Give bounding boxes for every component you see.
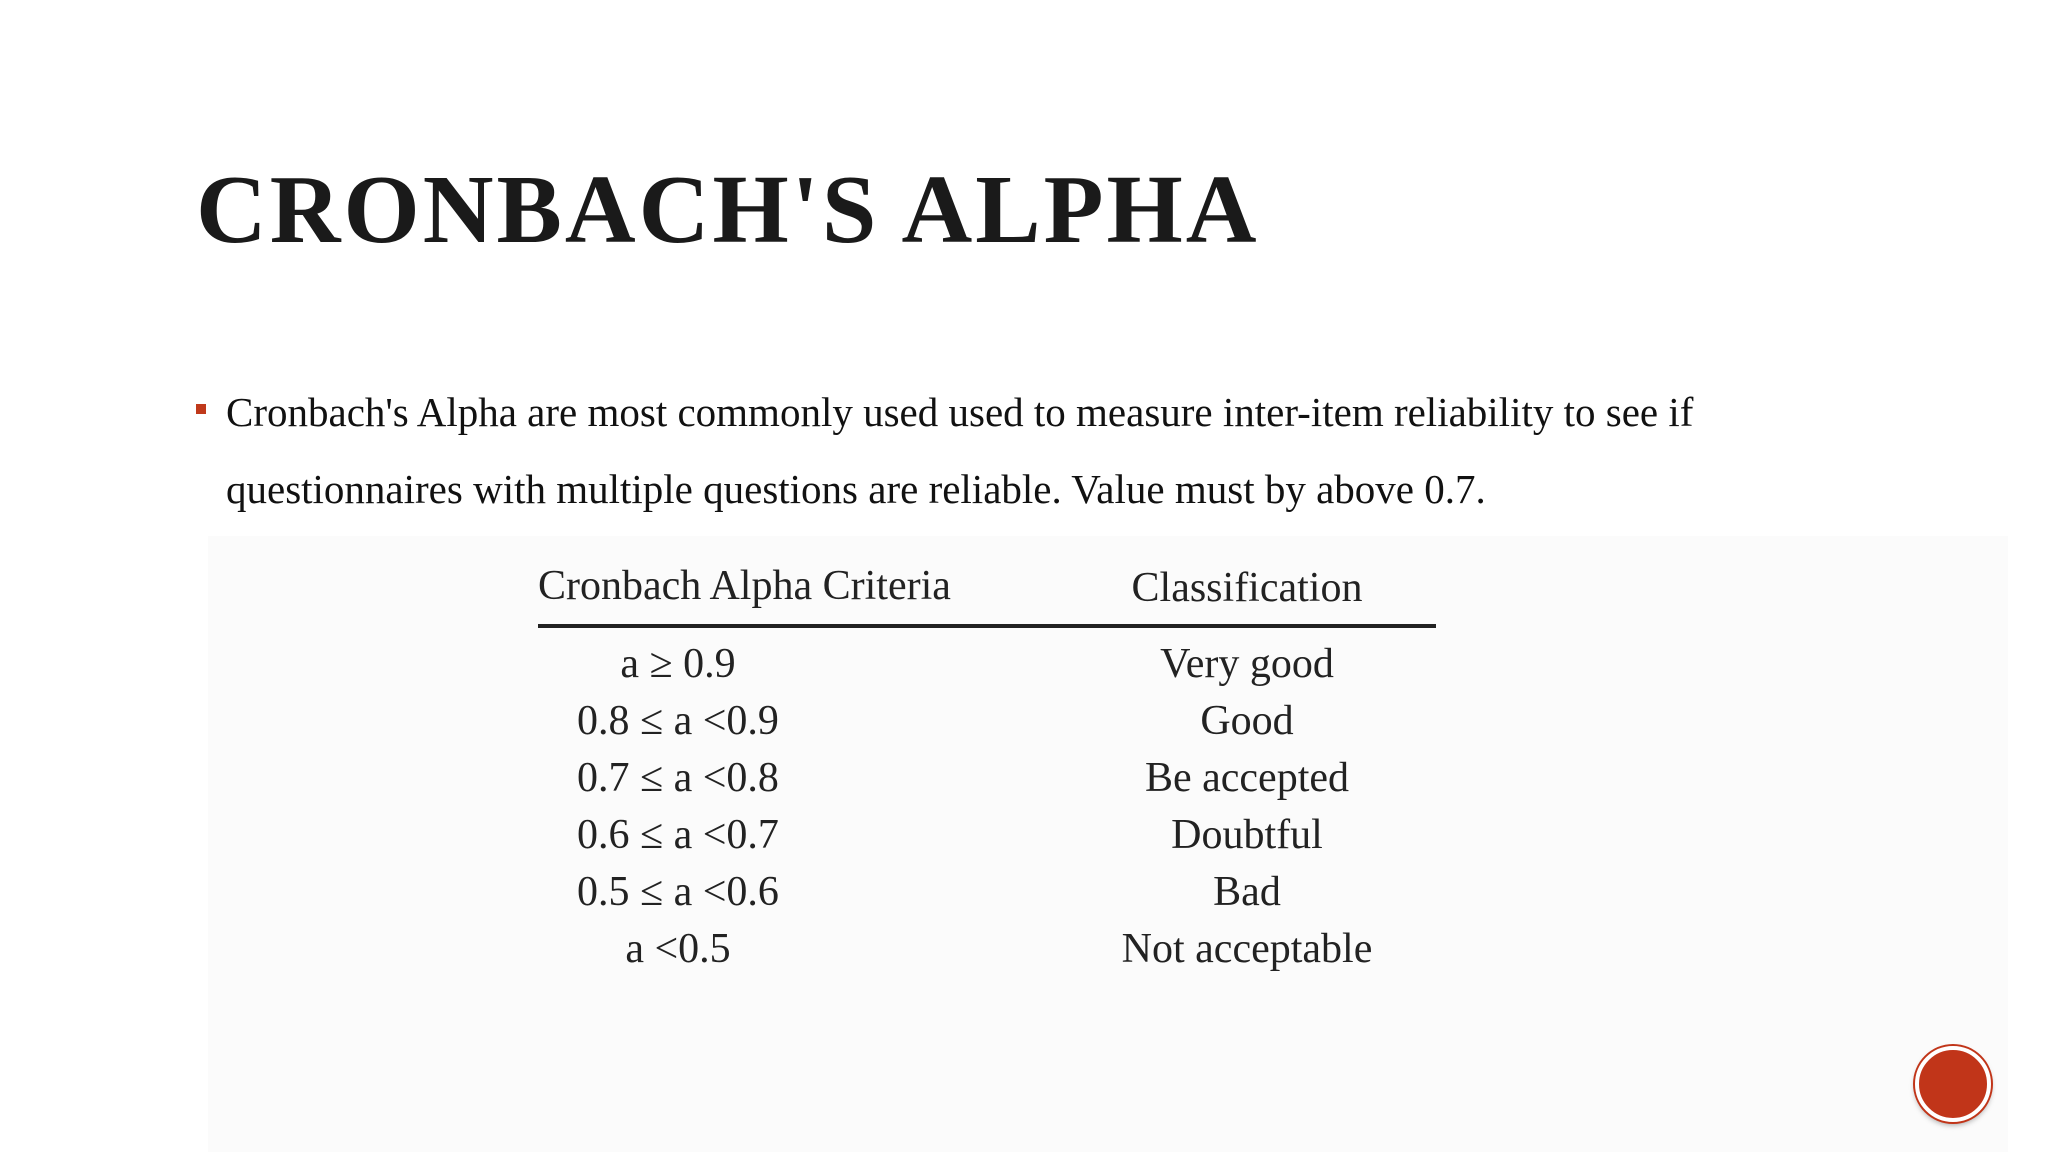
table-row (538, 750, 1436, 807)
classification-cell: Be accepted (1144, 755, 1350, 801)
criteria-cell: 0.5 ≤ a <0.6 (577, 869, 779, 915)
table-row (538, 693, 1436, 750)
classification-cell: Doubtful (1171, 812, 1323, 858)
classification-cell: Bad (1213, 869, 1281, 915)
bullet-text: Cronbach's Alpha are most commonly used used to measure inter-item reliability to see if questionnaires with multiple questions are reliable. Value must by above 0.7. (226, 389, 1694, 512)
bullet-item (196, 374, 1796, 528)
classification-cell: Good (1200, 698, 1294, 744)
slide-title: CRONBACH'S ALPHA (196, 156, 1260, 264)
header-classification: Classification (1058, 562, 1436, 626)
criteria-table (538, 562, 1436, 978)
table-header-row (538, 562, 1436, 626)
criteria-cell: 0.6 ≤ a <0.7 (577, 812, 779, 858)
table-row (538, 864, 1436, 921)
criteria-cell: a <0.5 (625, 926, 731, 972)
table-row (538, 807, 1436, 864)
header-criteria: Cronbach Alpha Criteria (538, 562, 1058, 626)
bullet-square-icon (196, 404, 206, 414)
table-row (538, 921, 1436, 978)
criteria-cell: 0.7 ≤ a <0.8 (577, 755, 779, 801)
criteria-cell: 0.8 ≤ a <0.9 (577, 698, 779, 744)
criteria-cell: a ≥ 0.9 (620, 641, 736, 687)
table-row (538, 626, 1436, 693)
slide-nav-button[interactable] (1915, 1046, 1991, 1122)
classification-cell: Not acceptable (1121, 926, 1373, 972)
classification-cell: Very good (1160, 641, 1334, 687)
